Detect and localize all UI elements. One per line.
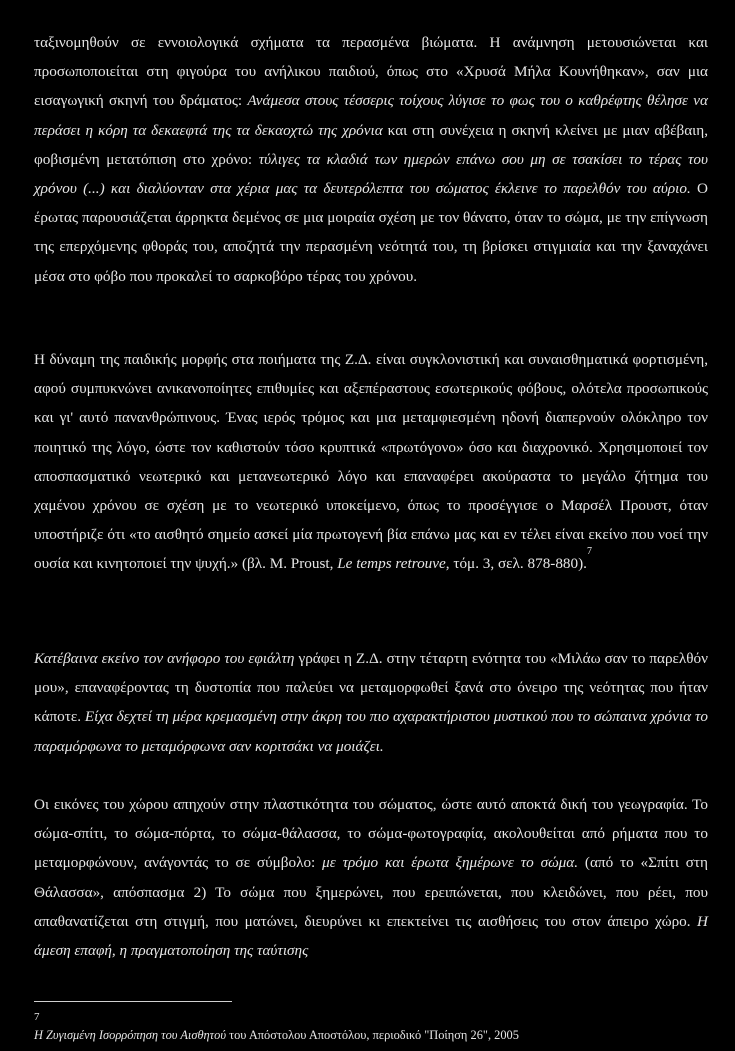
- italic-quote: Ανάμεσα στους τέσσερις τοίχους λύγισε το φως του ο καθρέφτης θέλησε να περάσει η κόρη τα δεκαεφτά της τα δεκαοχτώ της χρόνια: [34, 92, 708, 139]
- text-segment: (από το «Σπίτι στη Θάλασσα», απόσπασμα 2) Το σώμα που ξημερώνει, που ερειπώνεται, που κλειδώνει, που ρέει, που απαθανατίζεται στη στιγμή, που ματώνει, διευρύνει κι επεκτείνει τις αισθήσεις του στον άπειρο χώρο.: [34, 854, 708, 930]
- text-segment: Η δύναμη της παιδικής μορφής στα ποιήματα της Ζ.Δ. είναι συγκλονιστική και συναισθηματικά φορτισμένη, αφού συμπυκνώνει ανικανοποίητες επιθυμίες και αξεπέραστους εσωτερικούς φόβους, ολότελα προσωπικούς και γι' αυτό πανανθρώπινους. Ένας ιερός τρόμος και μια μεταμφιεσμένη ηδονή διαπερνούν ολόκληρο τον ποιητικό της λόγο, ώστε τον καθιστούν τόσο κρυπτικά «πρωτόγονο» όσο και διαχρονικό. Χρησιμοποιεί τον αποσπασματικό νεωτερικό και μετανεωτερικό λόγο και επαναφέρει ακούραστα το μεγάλο ζήτημα του χαμένου χρόνου σε σχέση με το νεωτερικό υποκείμενο, όπως το προσέγγισε ο Μαρσέλ Προυστ, όταν υποστήριζε ότι «το αισθητό σημείο ασκεί μία πρωτογενή βία επάνω μας και εν τέλει είναι εκείνο που νοεί την ουσία και κινητοποιεί την ψυχή.» (βλ. M. Proust,: [34, 351, 708, 573]
- text-segment: Οι εικόνες του χώρου απηχούν στην πλαστικότητα του σώματος, ώστε αυτό αποκτά δική του γεωγραφία. Το σώμα-σπίτι, το σώμα-πόρτα, το σώμα-θάλασσα, το σώμα-φωτογραφία, ακολουθείται από ρήματα που το μεταμορφώνουν, ανάγοντάς το σε σύμβολο:: [34, 796, 708, 872]
- paragraph-4: [34, 790, 708, 965]
- italic-quote: τύλιγες τα κλαδιά των ημερών επάνω σου μη σε τσακίσει το τέρας του χρόνου (...) και διαλύονταν στα χέρια μας τα δευτερόλεπτα του σώματος έκλεινε το παρελθόν του αύριο.: [34, 150, 708, 198]
- italic-quote: με τρόμο και έρωτα ξημέρωνε το σώμα.: [322, 854, 579, 872]
- book-title: Le temps retrouve: [337, 555, 446, 573]
- italic-quote: Κατέβαινα εκείνο τον ανήφορο του εφιάλτη: [34, 650, 295, 667]
- footnote-number: 7: [34, 1011, 40, 1023]
- footnote-marker: 7: [586, 546, 592, 558]
- italic-quote: Η άμεση επαφή, η πραγματοποίηση της ταύτισης: [34, 912, 708, 960]
- footnote-title: Η Ζυγισμένη Ισορρόπηση του Αισθητού: [34, 1028, 227, 1042]
- text-segment: γράφει η Ζ.Δ. στην τέταρτη ενότητα του «Μιλάω σαν το παρελθόν μου», επαναφέροντας τη δυστοπία που παλεύει να μεταμορφωθεί ξανά στο όνειρο της νεότητας που ήταν κάποτε.: [34, 650, 709, 726]
- paragraph-3: [34, 644, 708, 761]
- italic-quote: Είχα δεχτεί τη μέρα κρεμασμένη στην άκρη του πιο αχαρακτήριστου μυστικού που το σώπαινα χρόνια το παραμόρφωνα το μεταμόρφωνα σαν κοριτσάκι να μοιάζει.: [34, 708, 708, 755]
- paragraph-2: [34, 345, 708, 579]
- text-segment: ταξινομηθούν σε εννοιολογικά σχήματα τα περασμένα βιώματα. Η ανάμνηση μετουσιώνεται και προσωποποιείται στη φιγούρα του ανήλικου παιδιού, όπως στο «Χρυσά Μήλα Κουνήθηκαν», σαν μια εισαγωγική σκηνή του δράματος:: [34, 34, 708, 110]
- text-segment: Ο έρωτας παρουσιάζεται άρρηκτα δεμένος σε μια μοιραία σχέση με τον θάνατο, όταν το σώμα, με την επίγνωση της επερχόμενης φθοράς του, αποζητά την περασμένη νεότητά του, τη βρίσκει στιγμιαία και την ξαναχάνει μέσα στο φόβο που προκαλεί το σαρκοβόρο τέρας του χρόνου.: [34, 180, 709, 285]
- paragraph-1: [34, 28, 708, 291]
- footnote-divider: [34, 1001, 232, 1002]
- footnote-source: του Απόστολου Αποστόλου, περιοδικό "Ποίηση 26", 2005: [226, 1028, 519, 1042]
- footnote-text: [34, 1027, 714, 1043]
- text-segment: , τόμ. 3, σελ. 878-880).: [445, 555, 587, 573]
- text-segment: και στη συνέχεια η σκηνή κλείνει με μιαν αβέβαιη, φοβισμένη μετατόπιση στο χρόνο:: [34, 121, 708, 168]
